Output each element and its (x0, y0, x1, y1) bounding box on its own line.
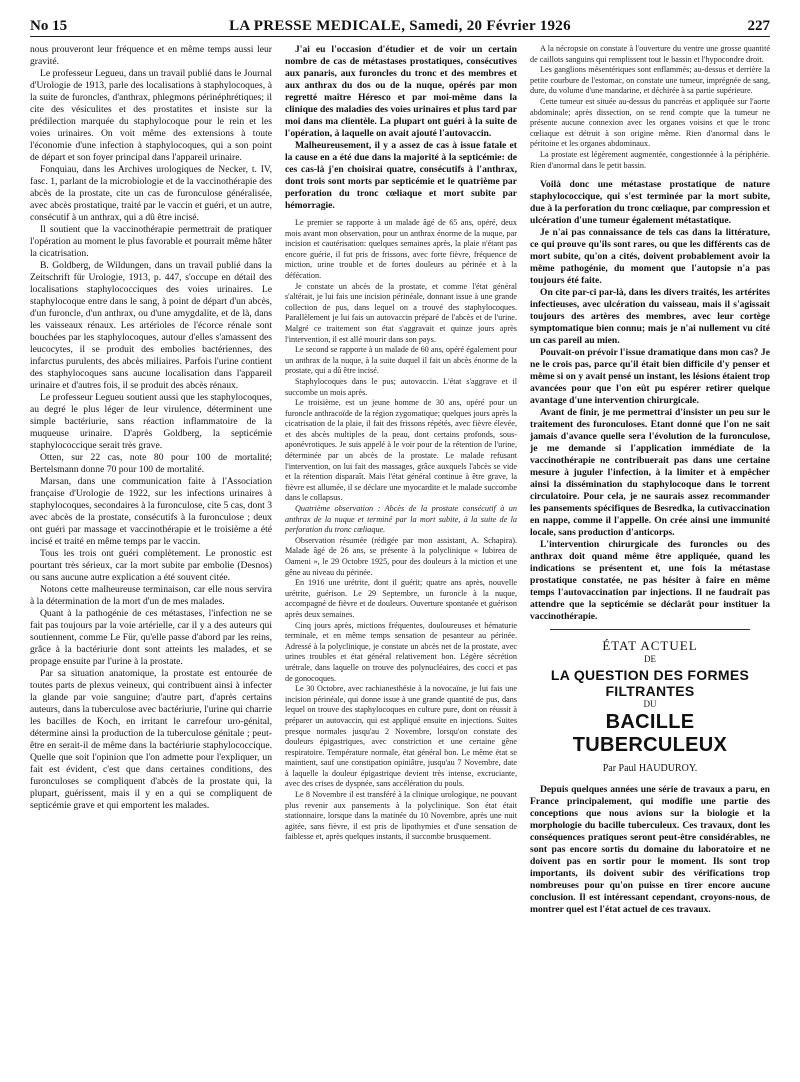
case-paragraph: A la nécropsie on constate à l'ouverture du ventre une grosse quantité de caillots sanguins qui remplissent tout le bassin et l'hypocondre droit. (530, 44, 770, 64)
paragraph: B. Goldberg, de Wildungen, dans un travail publié dans la Zeitschrift für Urologie, 1913, p. 447, s'occupe en détail des localisations staphylococciques des voies urinaires. Le staphylocoque entre dans le sang, à point de départ d'un abcès, d'un furoncle, d'un anthrax, ou d'une amygdalite, et de là, dans les vaisseaux rénaux. Les artérioles de l'écorce rénale sont bouchées par les staphylocoques, autour d'elles s'amassent des leucocytes, il se produit des embolies bactériennes, des infarctus purulents, des abcès miliaires. Parfois l'urine contient des staphylocoques sans aucune localisation dans l'appareil urinaire et d'autres fois, il se produit des abcès rénaux. (30, 260, 272, 391)
column-3 (530, 44, 770, 1074)
case-heading: Quatrième observation : Abcès de la prostate consécutif à un anthrax de la nuque et terminé par la mort subite, à la suite de la perforation du tronc cœliaque. (285, 504, 517, 535)
bold-paragraph: L'intervention chirurgicale des furoncles ou des anthrax doit quand même être appliquée, quand les indications se présentent et, une fois la métastase prostatique constatée, ne pas hésiter à faire en même temps l'autovaccination par injections. Il ne faudrait pas attendre que la septicémie se déclarât pour instituer la vaccinothérapie. (530, 539, 770, 623)
paragraph: Notons cette malheureuse terminaison, car elle nous servira à la détermination de la mort d'un de mes malades. (30, 584, 272, 607)
paragraph: Fonquiau, dans les Archives urologiques de Necker, t. IV, fasc. 1, parlant de la microbiologie et de la vaccinothérapie des abcès de la prostate, cite un cas de furonculose généralisée, avec abcès prostatique, traité par le vaccin et guéri, et un autre, consécutif à un anthrax, qui a dû être incisé. (30, 164, 272, 223)
paragraph: Le professeur Legueu soutient aussi que les staphylocoques, au degré le plus léger de leur virulence, déterminent une simple bactériurie, sans réaction inflammatoire de la muqueuse urinaire. D'après Goldberg, la septicémie staphylococcique serait très grave. (30, 392, 272, 451)
paragraph: Il soutient que la vaccinothérapie permettrait de pratiquer l'opération au moment le plus favorable et pourrait même hâter la cicatrisation. (30, 224, 272, 259)
case-paragraph: Les ganglions mésentériques sont enflammés; au-dessus et derrière la petite courbure de l'estomac, on constate une tumeur, imprégnée de sang, dure, du volume d'une mandarine, et déchirée à sa partie supérieure. (530, 65, 770, 96)
bold-paragraph: Pouvait-on prévoir l'issue dramatique dans mon cas? Je ne le crois pas, parce qu'il était bien difficile d'y penser et même si on y avait pensé un instant, les lésions étaient trop avancées pour que l'on eût pu espérer retirer quelque avantage d'une intervention chirurgicale. (530, 347, 770, 407)
bold-paragraph: Depuis quelques années une série de travaux a paru, en France principalement, qui modifie une partie des conceptions que nous avions sur la biologie et la morphologie du bacille tuberculeux. Ces travaux, dont les conséquences pratiques seront peut-être considérables, ne sont pas encore sortis du domaine du laboratoire et ne doivent pas en sortir pour le moment. Ils sont trop importants, ils doivent subir des vérifications trop nombreuses pour qu'on puisse en tirer encore aucune conclusion. Il est intéressant cependant, croyons-nous, de montrer quel est l'état actuel de ces travaux. (530, 784, 770, 916)
case-paragraph: Le 8 Novembre il est transféré à la clinique urologique, ne pouvant plus revenir aux pansements à la polyclinique. Son état était stationnaire, lorsque dans la matinée du 10 Novembre, après une nuit agitée, sans fièvre, il est pris de lipothymies et d'une sensation de faiblesse et, après quelques instants, il succombe brusquement. (285, 790, 517, 842)
running-header (30, 18, 770, 36)
bold-paragraph: Voilà donc une métastase prostatique de nature staphylococcique, qui s'est terminée par la mort subite, due à la perforation du tronc cœliaque, par compression et ulcération d'une tumeur également métastatique. (530, 179, 770, 227)
column-2 (285, 44, 517, 1074)
case-paragraph: Observation résumée (rédigée par mon assistant, A. Schapira). Malade âgé de 26 ans, se présente à la polyclinique « Iubirea de Oameni », le 29 Octobre 1925, pour des douleurs à la miction et une gêne au niveau du périnée. (285, 535, 517, 577)
case-paragraph: Le premier se rapporte à un malade âgé de 65 ans, opéré, deux mois avant mon observation, pour un anthrax énorme de la nuque, par incision et cautérisation: quelques semaines après, la plaie n'étant pas encore guérie, il fut pris de frissons, avec forte fièvre, fréquence de miction, urine trouble et de fortes douleurs au périnée et à la défécation. (285, 218, 517, 280)
case-paragraph: Je constate un abcès de la prostate, et comme l'état général s'altérait, je lui fais une incision périnéale, donnant issue à une grande collection de pus, dans lequel on a trouvé des staphylocoques. Parallèlement je lui fais un autovaccin préparé de l'abcès et de l'urine. Malgré ce traitement son état s'aggravait et quinze jours après l'intervention, il est allé mourir dans son pays. (285, 281, 517, 344)
title-line: LA QUESTION DES FORMES FILTRANTES (550, 667, 750, 700)
title-line: ÉTAT ACTUEL (602, 638, 698, 654)
column-1 (30, 44, 272, 1074)
case-paragraph: Le 30 Octobre, avec rachianesthésie à la novocaïne, je lui fais une incision périnéale, qui donne issue à une grande quantité de pus, dans lequel on trouve des staphylocoques en culture pure, dont on réussit à préparer un autovaccin, qui est appliqué ensuite en injections. Suites presque normales jusqu'au 2 Novembre, lorsqu'on constate des douleurs épigastriques, avec constriction et une certaine gêne respiratoire. Température normale, état général bon. Le même état se maintient, sauf une constipation opiniâtre, jusqu'au 7 Novembre, date à laquelle la douleur épigastrique devient très intense, excruciante, avec des crises de dyspnée, sans accélération du pouls. (285, 684, 517, 789)
paragraph: Quant à la pathogénie de ces métastases, l'infection ne se fait pas toujours par la voie artérielle, car il y a des auteurs qui soutiennent, comme Le Für, qu'elle passe d'abord par les reins, grâce à la bactériurie dont sont atteints les malades, et se propage ensuite par l'urine à la prostate. (30, 608, 272, 667)
header-rule (30, 36, 770, 37)
case-paragraph: Le second se rapporte à un malade de 60 ans, opéré également pour un anthrax de la nuque, à la suite duquel il fait un abcès énorme de la prostate, qui a dû être incisé. (285, 345, 517, 376)
bold-paragraph: J'ai eu l'occasion d'étudier et de voir un certain nombre de cas de métastases prostatiques, consécutives aux panaris, aux furoncles du tronc et des membres et aux anthrax du dos ou de la nuque, opérés par mon regretté maître Héresco et par moi-même dans la clinique des maladies des voies urinaires et plus tard par moi dans ma clientèle. La plupart ont guéri à la suite de l'opération, à laquelle on avait ajouté l'autovaccin. (285, 44, 517, 139)
paragraph: Otten, sur 22 cas, note 80 pour 100 de mortalité; Bertelsmann donne 70 pour 100 de mortalité. (30, 452, 272, 475)
case-paragraph: La prostate est légèrement augmentée, congestionnée à la périphérie. Rien d'anormal dans le petit bassin. (530, 149, 770, 170)
case-paragraph: En 1916 une urétrite, dont il guérit; quatre ans après, nouvelle urétrite, guérison. Le 29 Septembre, un furoncle à la nuque, accompagné de fièvre et de douleurs. Ouverture spontanée et guérison après deux semaines. (285, 578, 517, 619)
bold-paragraph: Avant de finir, je me permettrai d'insister un peu sur le traitement des furonculoses. Etant donné que l'on ne sait jamais d'avance quelle sera l'évolution de la furonculose, je me demande si l'application immédiate de la vaccinothérapie ne contribuerait pas dans une certaine mesure à juguler l'infection, à la limiter et à empêcher ainsi la dissémination du staphylocoque dans le torrent circulatoire. Pour cela, je ne saurais assez recommander les pansements spécifiques de Besredka, la cutivaccination en nappe, comme il l'appelle. On crée ainsi une immunité locale, sans production d'anticorps. (530, 407, 770, 539)
bold-paragraph: Malheureusement, il y a assez de cas à issue fatale et la cause en a été due dans la majorité à la septicémie: de ces cas-là j'en choisirai quatre, consécutifs à l'anthrax, dont trois sont morts par septicémie et le quatrième par perforation du tronc cœliaque et mort subite par hémorragie. (285, 140, 517, 211)
paragraph: Tous les trois ont guéri complètement. Le pronostic est pourtant très sérieux, car la mort subite par embolie (Desnos) ou sans aucune autre explication a été souvent citée. (30, 548, 272, 583)
title-connector: DU (643, 699, 657, 710)
bold-paragraph: Je n'ai pas connaissance de tels cas dans la littérature, ce qui prouve qu'ils sont rares, ou que les différents cas de mort subite, qu'on a cités, doivent probablement avoir la même pathogénie, du moment que l'autopsie n'a pas toujours été faite. (530, 227, 770, 287)
title-line: BACILLE TUBERCULEUX (572, 711, 728, 757)
article-title-block (530, 638, 770, 774)
issue-number: No 15 (30, 18, 68, 34)
paragraph: nous prouveront leur fréquence et en même temps aussi leur gravité. (30, 44, 272, 67)
article-divider (550, 629, 750, 630)
case-paragraph: Le troisième, est un jeune homme de 30 ans, opéré pour un furoncle anthracoïde de la région zygomatique; quelques jours après la cicatrisation de la plaie, il fait des frissons répétés, avec fièvre élevée, et des abcès multiples de la peau, dont certains profonds, sous-aponévrotiques. Je suis appelé à le voir pour de la rétention de l'urine, déterminée par un abcès de la prostate. Le malade refusant l'intervention, on lui fait des massages, grâce auxquels l'abcès se vide et la rétention disparaît. Mais l'état général continue à être grave, la fièvre est allumée, il se déclare une myocardite et le malade succombe dans le collapsus. (285, 398, 517, 503)
bold-paragraph: On cite par-ci par-là, dans les divers traités, les artérites infectieuses, avec ulcération du vaisseau, mais il s'agissait toujours des artères des membres, avec leur cortège symptomatique bien connu; mais je n'ai nullement vu cité un cas pareil au mien. (530, 287, 770, 347)
case-paragraph: Cinq jours après, mictions fréquentes, douloureuses et hématurie terminale, et en même temps sensation de pesanteur au périnée. Adressé à la polyclinique, je constate un abcès net de la prostate, avec urines troubles et état général relativement bon. Légère sécrétion urétrale, dans laquelle on trouve des polynucléaires, des cocci et pas de gonocoques. (285, 620, 517, 683)
journal-title: LA PRESSE MEDICALE, Samedi, 20 Février 1926 (229, 18, 571, 34)
page-number: 227 (747, 18, 770, 34)
paragraph: Par sa situation anatomique, la prostate est entourée de toutes parts de plexus veineux, qui contribuent ainsi à infecter la glande par voie sanguine; d'autre part, d'après certains auteurs, dans la tuberculose avec bactériurie, l'urine qui charrie les bacilles de Koch, en irritant le carrefour uro-génital, détermine ainsi la production de la tuberculose génitale ; peut-être en serait-il de même dans la bactériurie staphylococcique. Quelle que soit l'opinion que l'on admette pour l'expliquer, un fait est évident, c'est que dans certaines conditions, des furonculoses se compliquent d'abcès de la prostate qui, la plupart, guérissent, mais il y en a qui se compliquent de septicémie grave et qui emportent les malades. (30, 668, 272, 811)
title-connector: DE (644, 654, 656, 665)
paragraph: Marsan, dans une communication faite à l'Association française d'Urologie de 1922, sur les infections urinaires à staphylocoques, secondaires à la furonculose, cite 5 cas, dont 3 avec abcès de la prostate, consécutifs à la furonculose ; deux ont guéri par massage et vaccinothérapie et le troisième a été incisé et traité en même temps par le vaccin. (30, 476, 272, 547)
case-paragraph: Staphylocoques dans le pus; autovaccin. L'état s'aggrave et il succombe un mois après. (285, 376, 517, 397)
author-byline: Par Paul HAUDUROY. (602, 763, 698, 775)
paragraph: Le professeur Legueu, dans un travail publié dans le Journal d'Urologie de 1913, parle des localisations à staphylocoques, à la suite de furoncles, d'anthrax, phlegmons périnéphrétiques; il cite des vésiculites et des prostatites et insiste sur la prédilection marquée du staphylocoque pour le rein et les voies urinaires. On voit même des extensions à toute l'économie d'une infection à staphylocoques, qui a son point de départ et son foyer principal dans l'appareil urinaire. (30, 68, 272, 163)
case-paragraph: Cette tumeur est située au-dessus du pancréas et appliquée sur l'aorte abdominale; après dissection, on se rend compte que la tumeur ne présente aucune connexion avec les organes voisins et que le tronc cœliaque est détruit à son origine même. Rien d'anormal dans le péritoine et les organes abdominaux. (530, 96, 770, 149)
